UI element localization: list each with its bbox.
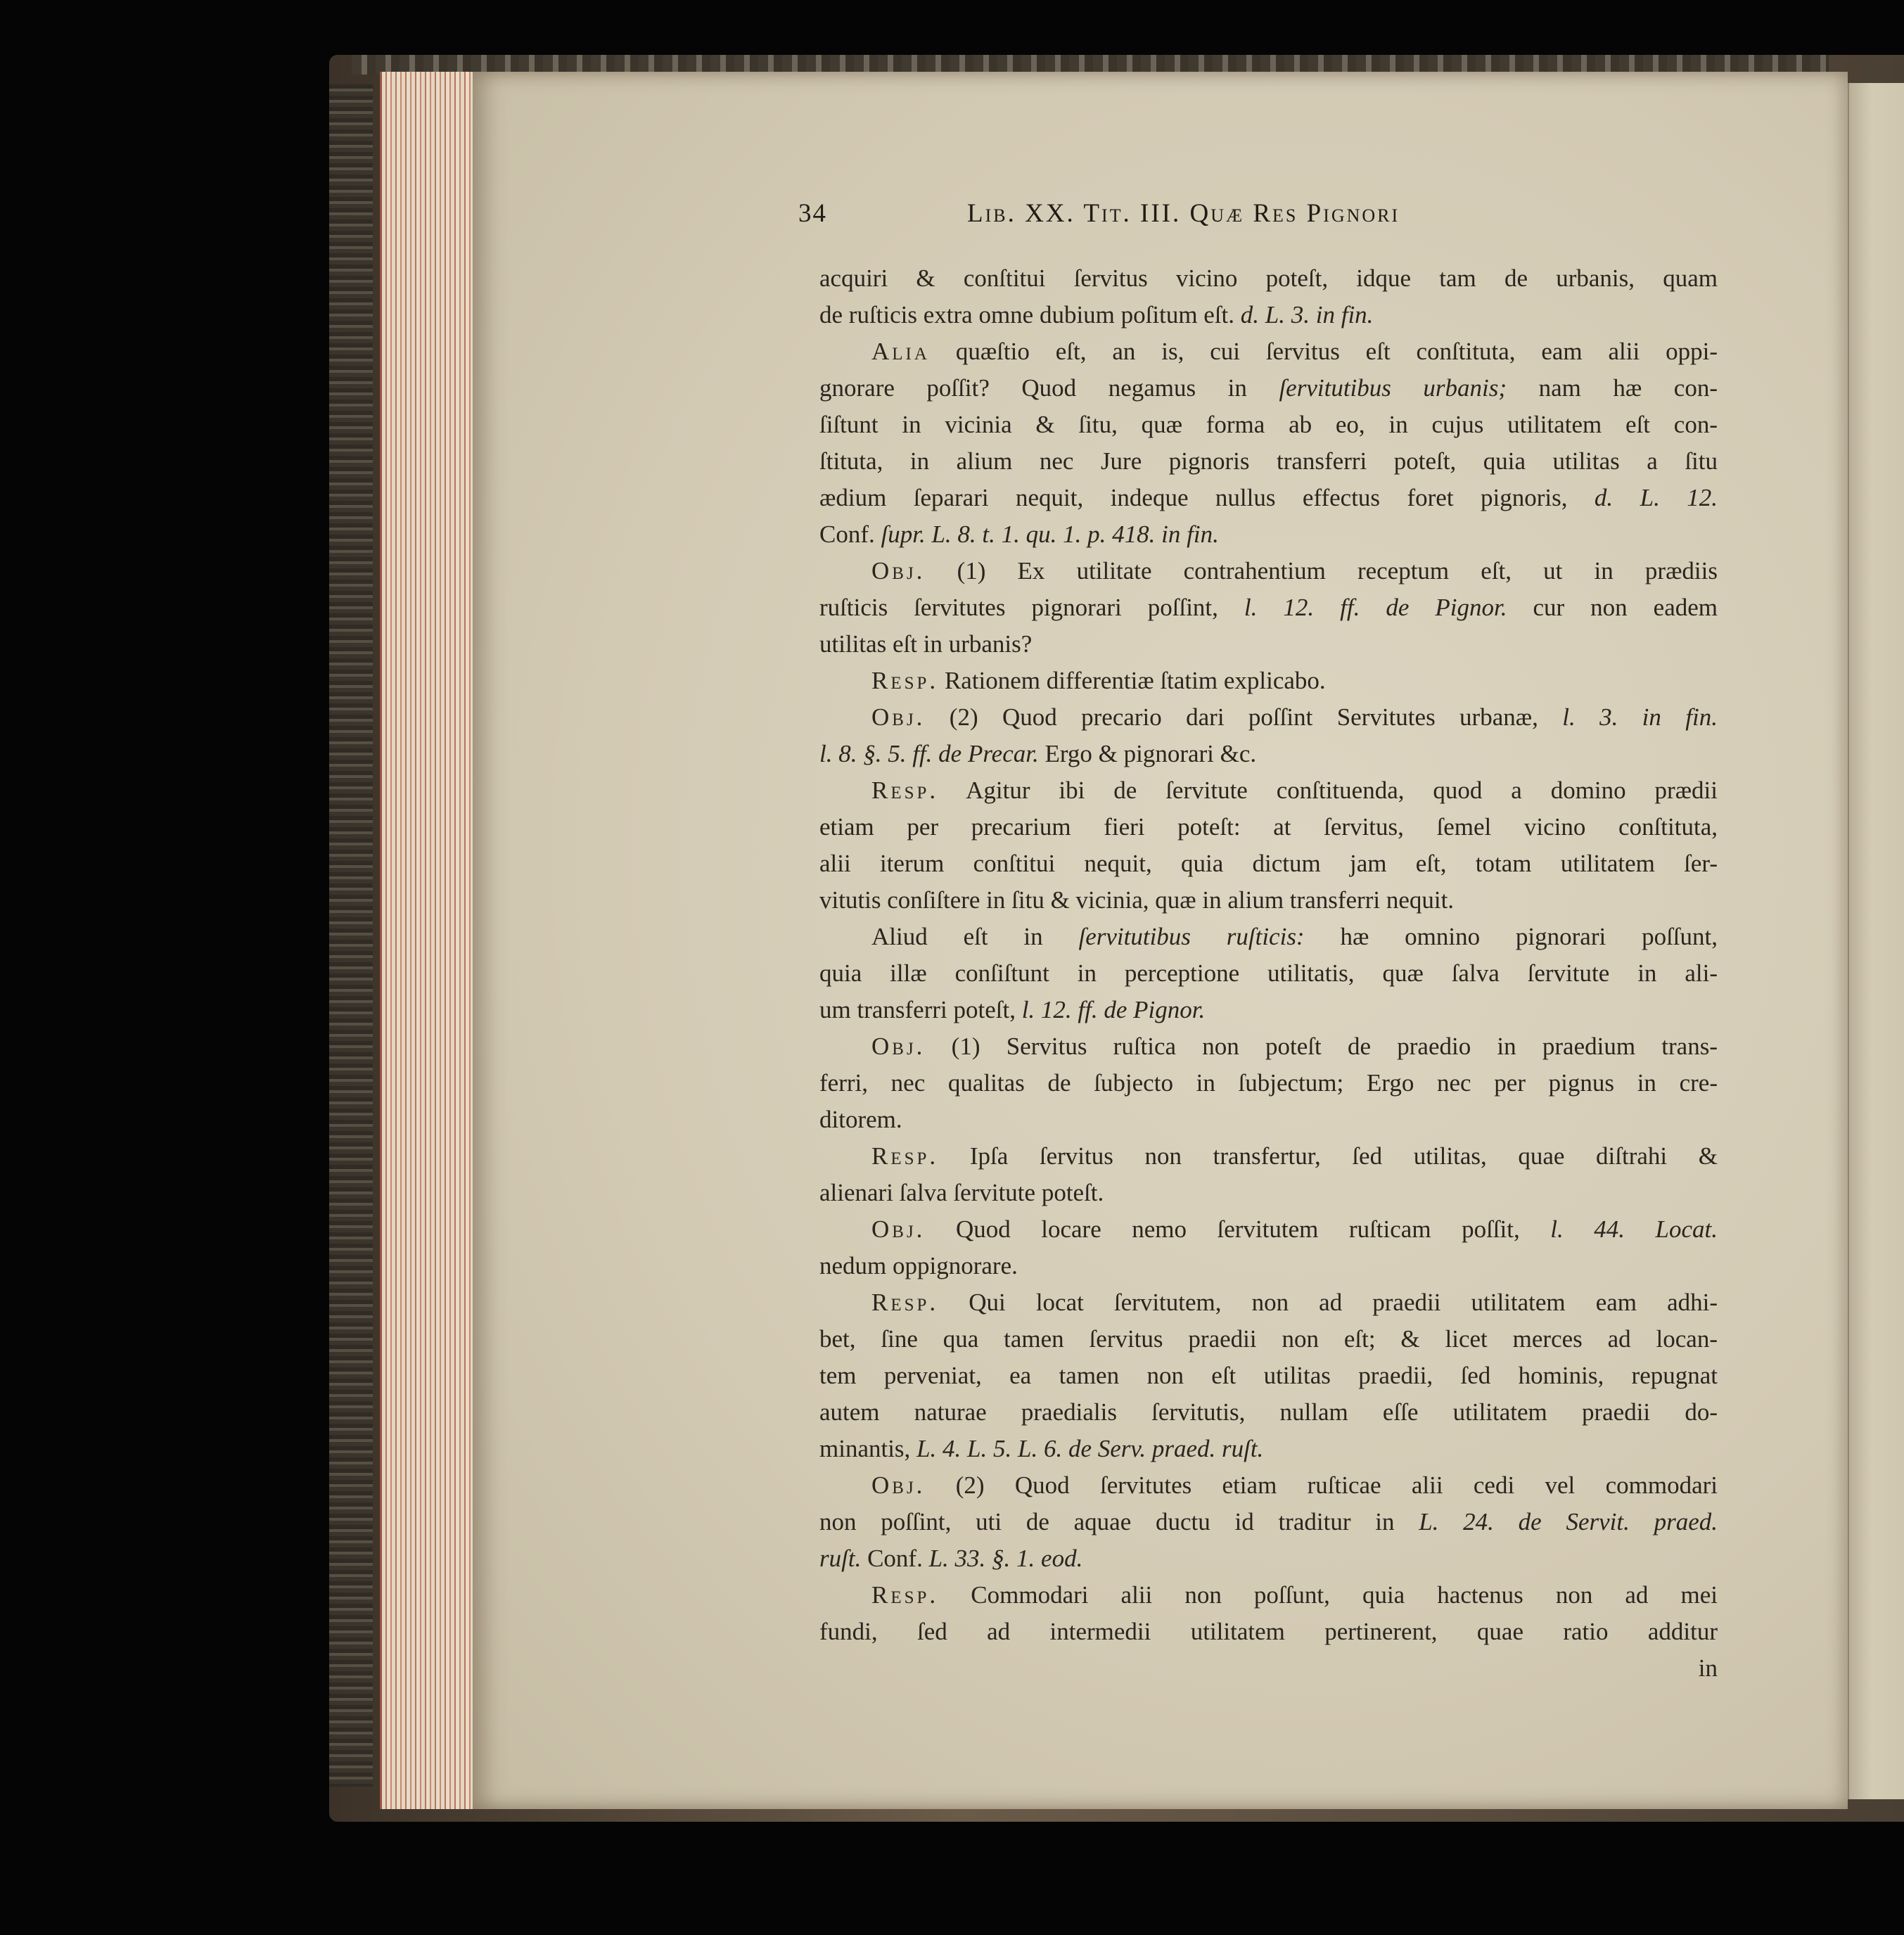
text-line xyxy=(819,1504,1718,1540)
italic-text: ſervitutibus ruſticis: xyxy=(1078,923,1305,950)
page-number: 34 xyxy=(798,199,827,228)
italic-text: l. 3. in fin. xyxy=(1562,703,1718,731)
text-line xyxy=(819,333,1718,370)
text-segment: gnorare poſſit? Quod negamus in xyxy=(819,374,1279,402)
text-segment: ædium ſeparari nequit, indeque nullus effectus foret pignoris, xyxy=(819,484,1595,511)
text-line xyxy=(819,1028,1718,1065)
smallcaps-text: Resp. xyxy=(871,1289,939,1316)
text-segment: nedum oppignorare. xyxy=(819,1252,1018,1279)
text-line xyxy=(819,370,1718,407)
smallcaps-text: Alia xyxy=(871,338,930,365)
text-segment: ditorem. xyxy=(819,1106,902,1133)
smallcaps-text: Resp. xyxy=(871,777,939,804)
text-segment: ſiſtunt in vicinia & ſitu, quæ forma ab eo, in cujus utilitatem eſt con- xyxy=(819,411,1718,438)
text-line xyxy=(819,1284,1718,1321)
text-segment: bet, ſine qua tamen ſervitus praedii non eſt; & licet merces ad locan- xyxy=(819,1325,1718,1353)
text-line xyxy=(819,1358,1718,1394)
text-segment: (1) Ex utilitate contrahentium receptum eſt, ut in prædiis xyxy=(925,557,1718,585)
text-line xyxy=(819,1577,1718,1614)
smallcaps-text: Obj. xyxy=(871,1215,926,1243)
text-line xyxy=(819,1175,1718,1211)
text-segment: ſtituta, in alium nec Jure pignoris transferri poteſt, quia utilitas a ſitu xyxy=(819,447,1718,475)
text-line xyxy=(819,919,1718,955)
catchword: in xyxy=(1698,1654,1718,1682)
text-segment: ruſticis ſervitutes pignorari poſſint, xyxy=(819,594,1244,621)
text-segment: Agitur ibi de ſervitute conſtituenda, quod a domino prædii xyxy=(938,777,1718,804)
smallcaps-text: Obj. xyxy=(871,1033,926,1060)
text-segment: vitutis conſiſtere in ſitu & vicinia, quæ in alium transferri nequit. xyxy=(819,886,1455,914)
text-segment: quia illæ conſiſtunt in perceptione utilitatis, quæ ſalva ſervitute in ali- xyxy=(819,959,1718,987)
italic-text: d. L. 3. in fin. xyxy=(1240,301,1374,328)
text-line xyxy=(819,480,1718,516)
smallcaps-text: Obj. xyxy=(871,1471,926,1499)
text-segment: Conf. xyxy=(819,521,881,548)
text-line xyxy=(819,407,1718,443)
cover-marbled-edge xyxy=(329,84,373,1787)
text-segment: utilitas eſt in urbanis? xyxy=(819,630,1033,658)
text-segment: minantis, xyxy=(819,1435,917,1462)
italic-text: L. 33. §. 1. eod. xyxy=(928,1545,1083,1572)
text-line xyxy=(819,736,1718,772)
text-segment: nam hæ con- xyxy=(1507,374,1718,402)
body-text xyxy=(819,260,1718,1687)
italic-text: l. 8. §. 5. ff. de Precar. xyxy=(819,740,1039,767)
text-line xyxy=(819,443,1718,480)
italic-text: d. L. 12. xyxy=(1594,484,1718,511)
text-segment: alii iterum conſtitui nequit, quia dictum jam eſt, totam utilitatem ſer- xyxy=(819,850,1718,877)
text-segment: acquiri & conſtitui ſervitus vicino poteſt, idque tam de urbanis, quam xyxy=(819,264,1718,292)
italic-text: ſupr. L. 8. t. 1. qu. 1. p. 418. in fin. xyxy=(881,521,1219,548)
text-line xyxy=(819,516,1718,553)
text-segment: Ergo & pignorari &c. xyxy=(1038,740,1257,767)
text-line xyxy=(819,1467,1718,1504)
italic-text: l. 12. ff. de Pignor. xyxy=(1021,996,1206,1023)
text-segment: Conf. xyxy=(861,1545,929,1572)
running-head xyxy=(798,198,1720,229)
smallcaps-text: Resp. xyxy=(871,667,939,694)
text-line xyxy=(819,1540,1718,1577)
text-line xyxy=(819,809,1718,845)
text-segment: autem naturae praedialis ſervitutis, nullam eſſe utilitatem praedii do- xyxy=(819,1398,1718,1426)
text-line xyxy=(819,1138,1718,1175)
text-segment: Aliud eſt in xyxy=(871,923,1079,950)
running-title: Lib. XX. Tit. III. Quæ Res Pignori xyxy=(967,199,1400,228)
text-line xyxy=(819,772,1718,809)
text-segment: ferri, nec qualitas de ſubjecto in ſubjectum; Ergo nec per pignus in cre- xyxy=(819,1069,1718,1097)
text-line xyxy=(819,699,1718,736)
page-edges xyxy=(380,72,479,1809)
text-line xyxy=(819,955,1718,992)
smallcaps-text: Resp. xyxy=(871,1581,939,1609)
text-segment: hæ omnino pignorari poſſunt, xyxy=(1304,923,1718,950)
text-line xyxy=(819,1394,1718,1431)
text-segment: Quod locare nemo ſervitutem ruſticam poſſit, xyxy=(925,1215,1551,1243)
text-line xyxy=(819,1211,1718,1248)
text-line xyxy=(819,1321,1718,1358)
text-segment: (2) Quod precario dari poſſint Servitutes urbanæ, xyxy=(925,703,1563,731)
italic-text: ruſt. xyxy=(819,1545,862,1572)
text-segment: quæſtio eſt, an is, cui ſervitus eſt conſtituta, eam alii oppi- xyxy=(929,338,1718,365)
text-segment: cur non eadem xyxy=(1507,594,1718,621)
text-line xyxy=(819,297,1718,333)
text-line xyxy=(819,992,1718,1028)
text-segment: de ruſticis extra omne dubium poſitum eſt. xyxy=(819,301,1241,328)
italic-text: l. 12. ff. de Pignor. xyxy=(1244,594,1507,621)
text-line xyxy=(819,1431,1718,1467)
text-segment: um transferri poteſt, xyxy=(819,996,1022,1023)
smallcaps-text: Obj. xyxy=(871,557,926,585)
italic-text: L. 24. de Servit. praed. xyxy=(1419,1508,1718,1535)
text-line xyxy=(819,260,1718,297)
text-segment: Ipſa ſervitus non transfertur, ſed utilitas, quae diſtrahi & xyxy=(938,1142,1718,1170)
text-line xyxy=(819,1101,1718,1138)
text-segment: Commodari alii non poſſunt, quia hactenus non ad mei xyxy=(938,1581,1718,1609)
italic-text: L. 4. L. 5. L. 6. de Serv. praed. ruſt. xyxy=(916,1435,1264,1462)
smallcaps-text: Resp. xyxy=(871,1142,939,1170)
text-line xyxy=(819,1065,1718,1101)
italic-text: l. 44. Locat. xyxy=(1550,1215,1718,1243)
italic-text: ſervitutibus urbanis; xyxy=(1279,374,1507,402)
text-segment: (1) Servitus ruſtica non poteſt de praedio in praedium trans- xyxy=(925,1033,1718,1060)
text-segment: etiam per precarium fieri poteſt: at ſervitus, ſemel vicino conſtituta, xyxy=(819,813,1718,841)
text-segment: Rationem differentiæ ſtatim explicabo. xyxy=(938,667,1326,694)
text-line xyxy=(819,1248,1718,1284)
text-line xyxy=(819,845,1718,882)
text-line xyxy=(819,1614,1718,1650)
text-line xyxy=(819,882,1718,919)
text-line xyxy=(819,663,1718,699)
text-line xyxy=(819,553,1718,589)
facing-page-edge xyxy=(1848,83,1904,1799)
text-segment: alienari ſalva ſervitute poteſt. xyxy=(819,1179,1104,1206)
text-line xyxy=(819,589,1718,626)
text-line xyxy=(819,626,1718,663)
text-segment: non poſſint, uti de aquae ductu id traditur in xyxy=(819,1508,1419,1535)
text-segment: fundi, ſed ad intermedii utilitatem pertinerent, quae ratio additur xyxy=(819,1618,1718,1645)
smallcaps-text: Obj. xyxy=(871,703,926,731)
text-segment: Qui locat ſervitutem, non ad praedii utilitatem eam adhi- xyxy=(938,1289,1718,1316)
text-segment: (2) Quod ſervitutes etiam ruſticae alii cedi vel commodari xyxy=(925,1471,1718,1499)
text-segment: tem perveniat, ea tamen non eſt utilitas praedii, ſed hominis, repugnat xyxy=(819,1362,1718,1389)
